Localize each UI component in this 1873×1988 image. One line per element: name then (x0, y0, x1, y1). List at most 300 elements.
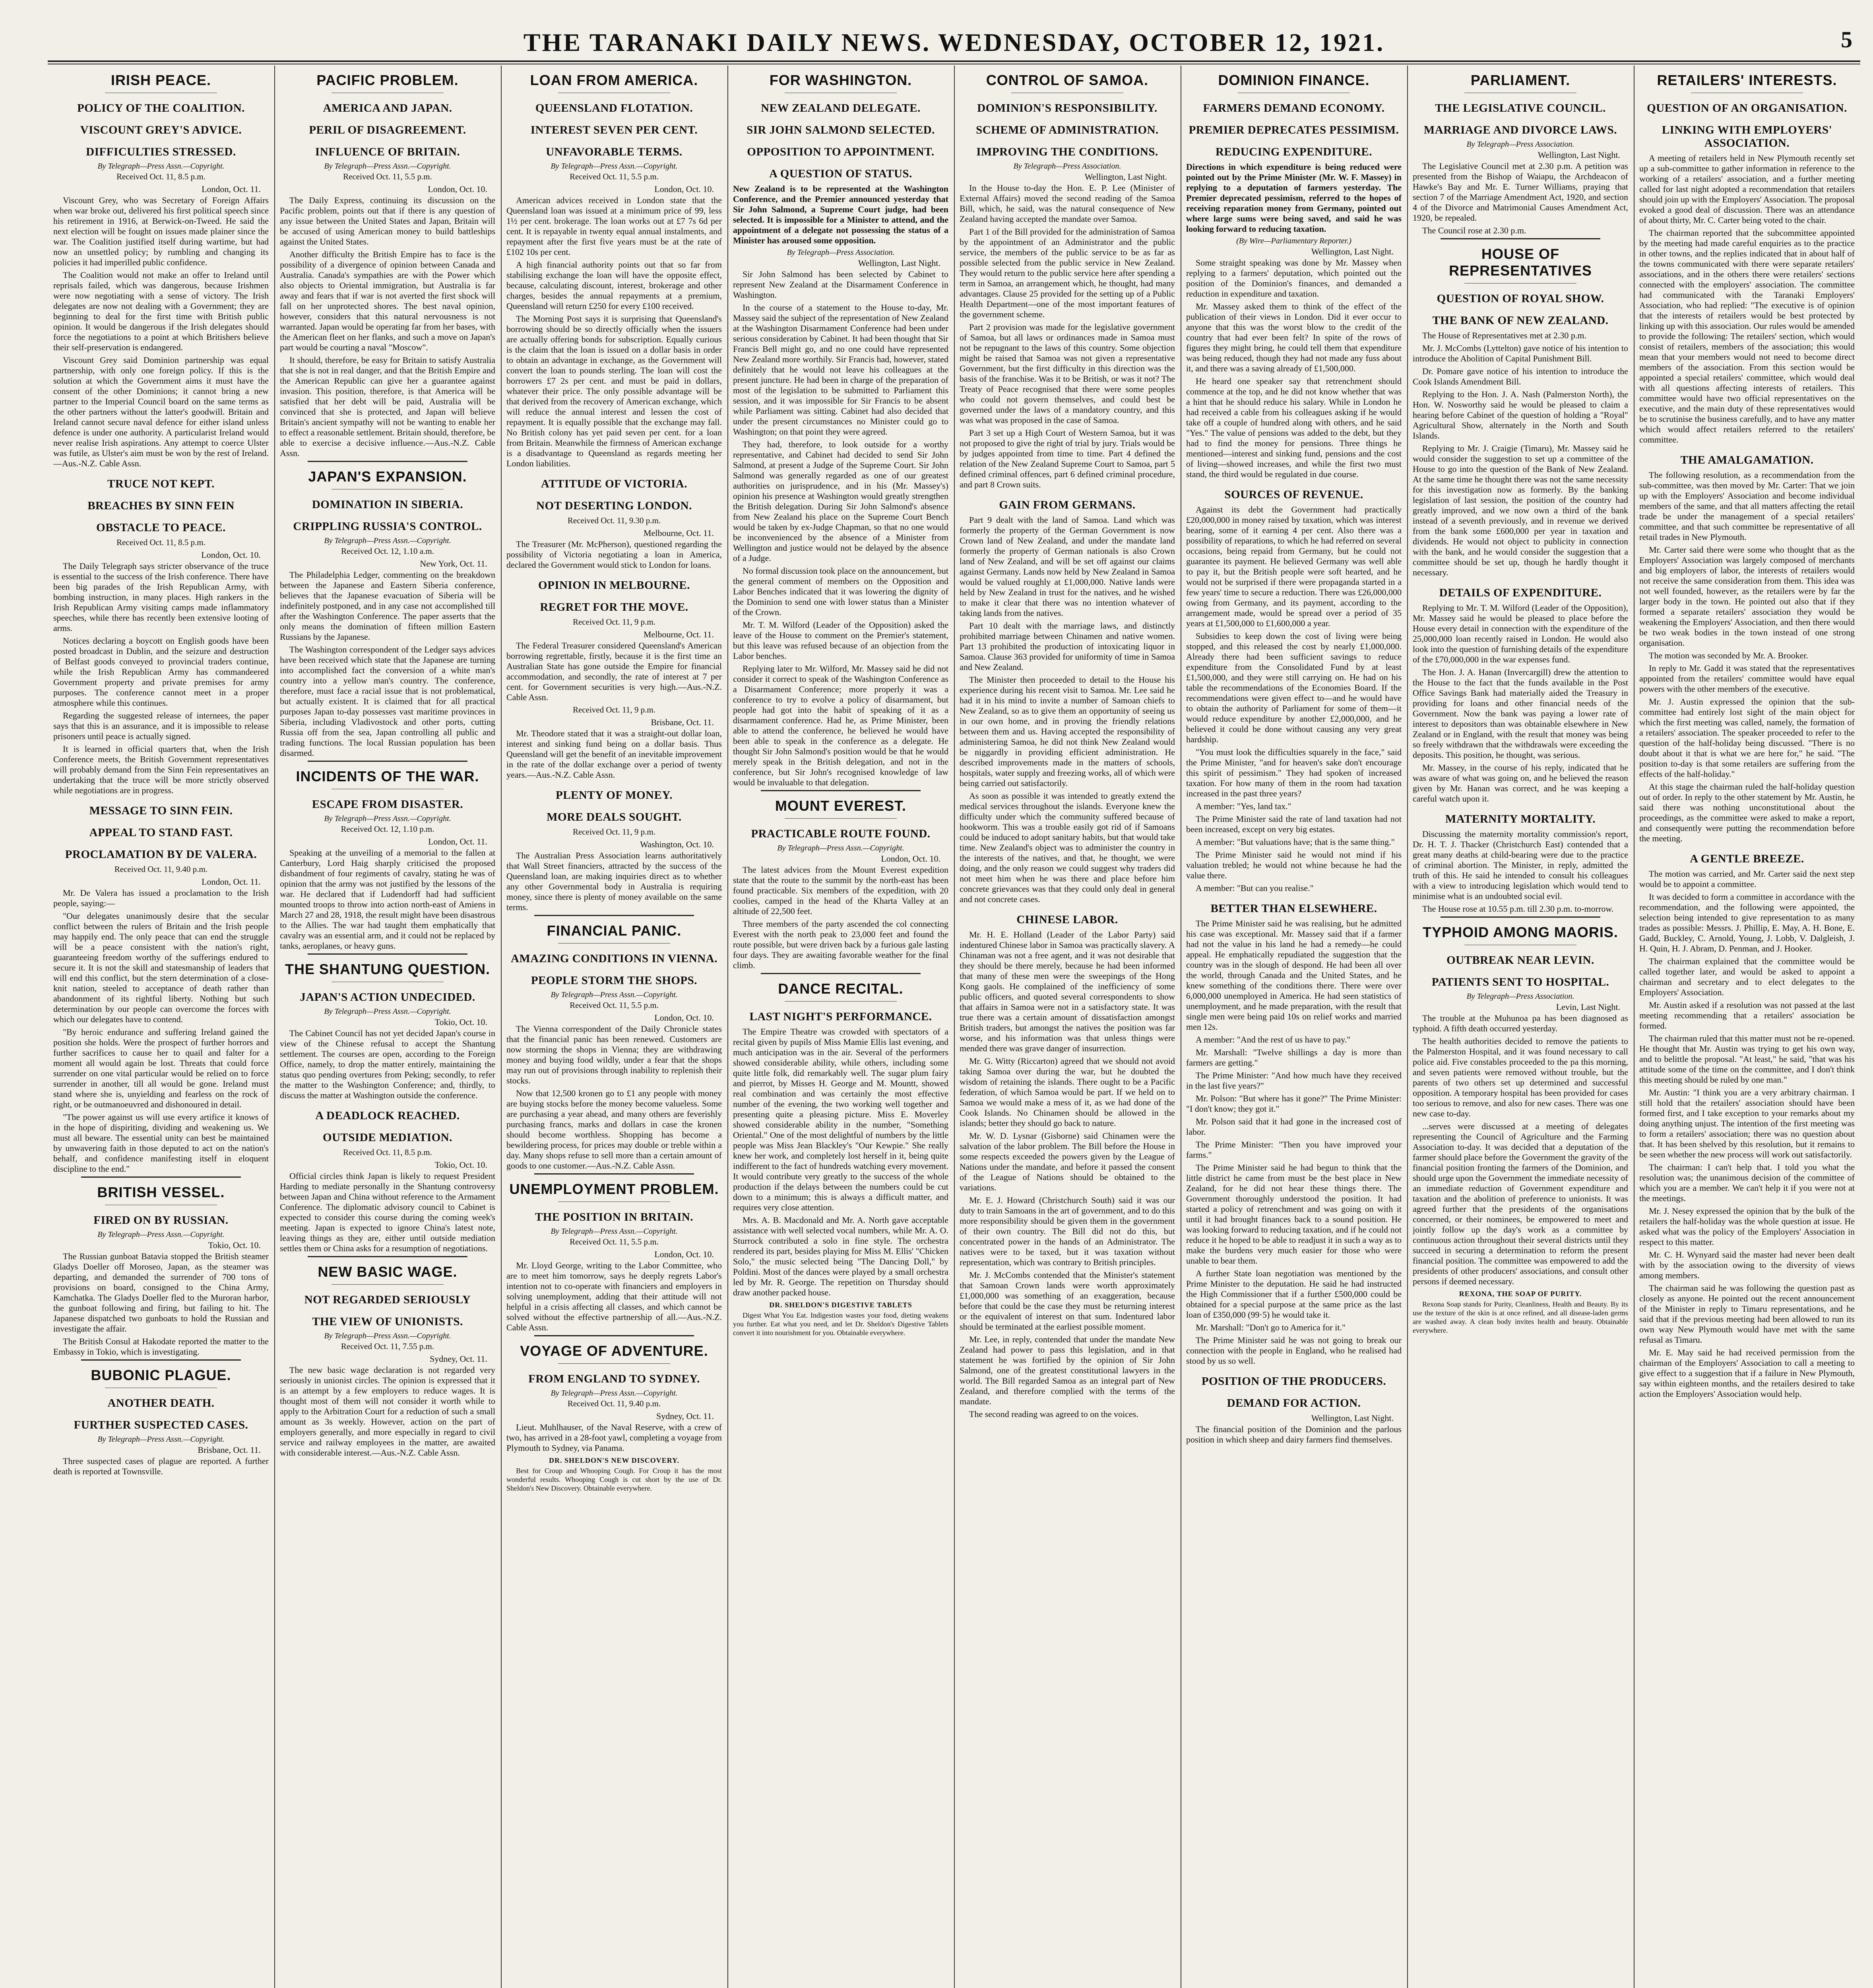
article-paragraph: Mr. Marshall: "Don't go to America for it." (1196, 1322, 1346, 1332)
article-subhead: INFLUENCE OF BRITAIN. (315, 146, 460, 158)
article-paragraph: Lieut. Muhlhauser, of the Naval Reserve, with a crew of two, has arrived in a 28-foot yawl, completing a voyage from Plymouth to Sydney, via Panama. (506, 1422, 722, 1453)
article-subhead: SIR JOHN SALMOND SELECTED. (746, 124, 935, 136)
article-subhead: ESCAPE FROM DISASTER. (312, 798, 463, 811)
received-time: Received Oct. 11, 9.40 p.m. (567, 1399, 661, 1408)
article-subhead: POLICY OF THE COALITION. (77, 102, 245, 115)
article-paragraph: Mr. E. J. Howard (Christchurch South) said it was our duty to train Samoans in the art of government, and to do this more responsibility should be given them in the government of their own country. The Bill did not do this, but concentrated power in the hands of an Administrator. The natives were to be taxed, but it was taxation without representation, which was contrary to British principles. (960, 1195, 1175, 1267)
article-headline: DANCE RECITAL. (778, 980, 904, 997)
received-time: Received Oct. 11, 5.5 p.m. (343, 172, 432, 181)
received-time: Received Oct. 11, 7.55 p.m. (341, 1342, 434, 1351)
article-subhead: FURTHER SUSPECTED CASES. (74, 1419, 248, 1431)
article-paragraph: Discussing the maternity mortality commission's report, Dr. H. T. J. Thacker (Christchurch East) contended that a great many deaths at child-bearing were due to the practice of criminal abortion. The Minister, in reply, admitted the truth of this. He said he intended to consult his colleagues with a view to introducing legislation which would tend to minimise what is an undoubted social evil. (1413, 829, 1628, 901)
column-rule (1407, 66, 1408, 1988)
article-paragraph: A member: "And the rest of us have to pay." (1196, 1035, 1351, 1044)
dateline: London, Oct. 10. (654, 1249, 714, 1259)
article-paragraph: Mr. J. McCombs contended that the Minister's statement that Samoan Crown lands were worth approximately £1,000,000 was something of an exaggeration, because before that could be the case they must be returning interest or the equivalent of interest on that sum. Indentured labor should be terminated at the earliest possible moment. (960, 1270, 1175, 1332)
article-paragraph: Mr. T. M. Wilford (Leader of the Opposition) asked the leave of the House to comment on the Premier's statement, but this leave was refused because of an objection from the Labor benches. (733, 620, 948, 661)
article-subhead: PEOPLE STORM THE SHOPS. (531, 974, 698, 987)
article-paragraph: A member: "But valuations have; that is the same thing." (1196, 837, 1395, 847)
article-paragraph: The chairman reported that the subcommittee appointed by the meeting had made careful enquiries as to the practice in other towns, and the replies indicated that in about half of the towns communicated with there were separate retailers' associations, and in the others there were retailers' sections connected with the employers' association. The committee had communicated with the Taranaki Employers' Association, who had replied: "The executive is of opinion that the interests of retailers would be best protected by linking up with this association. Our rules would be amended to provide the following: The retailers' section, which would consist of retailers, members of the association; this would mean that your members would not need to become direct members of the association. From this section would be appointed a special retailers' committee, which would deal with all questions affecting interests of retailers. This committee would have two official representatives on the executive, and the main duty of these representatives would be to scrutinise the business carefully, and to have any matter which would affect retailers referred to the retailers' committee. (1639, 228, 1855, 445)
telegraph-credit: By Telegraph—Press Assn.—Copyright. (551, 162, 678, 171)
article-subhead: NEW ZEALAND DELEGATE. (761, 102, 921, 115)
article-paragraph: The House rose at 10.55 p.m. till 2.30 p.m. to-morrow. (1422, 904, 1614, 914)
article-paragraph: Mr. G. Witty (Riccarton) agreed that we should not avoid taking Samoa over during the war, but he doubted the wisdom of retaining the islands. There ought to be a Pacific federation, of which Samoa would be part. If we held on to Samoa we would make a mess of it, as we had done of the Cook Islands. No Chinamen should be allowed in the islands; better they should go back to nature. (960, 1056, 1175, 1128)
article-subhead: THE LEGISLATIVE COUNCIL. (1435, 102, 1606, 115)
article-subhead: DETAILS OF EXPENDITURE. (1439, 586, 1602, 599)
article-paragraph: Mr. Polson said that it had gone in the increased cost of labor. (1186, 1116, 1402, 1137)
article-paragraph: The Prime Minister said he was realising, but he admitted his case was exceptional. Mr. Massey said that if a farmer had not the value in his land he had a remedy—he could appeal. He emphatically repudiated the suggestion that the country was in the slough of despond. He had been all over the world, through Canada and the United States, and he knew something of the conditions there. There were over 6,000,000 unemployed in America. He had seen statistics of unemployment, and he made preparation, with the result that single men were being paid 10s on relief works and married men 12s. (1186, 918, 1402, 1032)
telegraph-credit: By Telegraph—Press Assn.—Copyright. (324, 162, 451, 171)
article-paragraph: The financial position of the Dominion and the parlous position in which sheep and dairy farmers find themselves. (1186, 1424, 1402, 1444)
article-paragraph: The Federal Treasurer considered Queensland's American borrowing regrettable, firstly, because it is the first time an Australian State has gone outside the Empire for financial accommodation, and secondly, the rate of interest at 7 per cent. for Government securities is very high.—Aus.-N.Z. Cable Assn. (506, 641, 722, 702)
article-subhead: SCHEME OF ADMINISTRATION. (976, 124, 1159, 136)
article-paragraph: The Prime Minister said the rate of land taxation had not been increased, except on very big estates. (1186, 814, 1402, 834)
article-paragraph: Another difficulty the British Empire has to face is the possibility of a divergence of opinion between Canada and Australia. Canada's sympathies are with the Power which also objects to Oriental immigration, but Australia is far away and fears that if war is not averted the first shock will fall on her unprotected shores. The best naval opinion, however, considers that this natural nervousness is not warranted. Japan would be operating far from her bases, with the American fleet on her flanks, and such a move on Japan's part would be courting a naval "Moscow". (280, 249, 495, 352)
article-paragraph: The motion was carried, and Mr. Carter said the next step would be to appoint a committee. (1639, 869, 1855, 889)
news-column (1186, 66, 1402, 1988)
article-subhead: THE BANK OF NEW ZEALAND. (1432, 314, 1609, 327)
telegraph-credit: By Telegraph—Press Association. (787, 248, 895, 257)
news-column (1413, 66, 1628, 1988)
article-subhead: QUESTION OF AN ORGANISATION. (1647, 102, 1847, 115)
article-headline: NEW BASIC WAGE. (318, 1264, 458, 1280)
article-subhead: A QUESTION OF STATUS. (769, 167, 912, 180)
article-paragraph: In the House to-day the Hon. E. P. Lee (Minister of External Affairs) moved the second reading of the Samoa Bill, which, he said, was the natural consequence of New Zealand having accepted the mandate over Samoa. (960, 183, 1175, 224)
dateline: London, Oct. 10. (654, 184, 714, 194)
article-summary: Directions in which expenditure is being reduced were pointed out by the Prime Minister (Mr. W. F. Massey) in replying to a deputation of farmers yesterday. The Premier deprecated pessimism, referred to the hopes of receiving reparation money from Germany, pointed out where large sums were being saved, and said he was looking forward to reducing taxation. (1186, 162, 1402, 234)
headline-underline (558, 943, 670, 944)
article-subhead: AMAZING CONDITIONS IN VIENNA. (511, 952, 717, 965)
article-headline: MOUNT EVEREST. (775, 798, 907, 814)
article-headline: CONTROL OF SAMOA. (986, 72, 1149, 88)
article-paragraph: Mr. Lee, in reply, contended that under the mandate New Zealand had power to pass this legislation, and in that statement he was fortified by the opinion of Sir John Salmond, one of the greatest constitutional lawyers in the world. The Bill regarded Samoa as an integral part of New Zealand, and therefore complied with the terms of the mandate. (960, 1334, 1175, 1406)
article-subhead: LINKING WITH EMPLOYERS' ASSOCIATION. (1662, 124, 1832, 149)
received-time: Received Oct. 11, 5.5 p.m. (570, 1000, 659, 1010)
article-subhead: MORE DEALS SOUGHT. (547, 811, 682, 823)
article-subhead: MESSAGE TO SINN FEIN. (89, 804, 233, 817)
article-subhead: QUEENSLAND FLOTATION. (535, 102, 693, 115)
article-subhead: REGRET FOR THE MOVE. (540, 601, 688, 613)
article-subhead: TRUCE NOT KEPT. (107, 478, 215, 490)
advert-title: DR. SHELDON'S DIGESTIVE TABLETS (769, 1301, 912, 1309)
article-headline: BUBONIC PLAGUE. (91, 1367, 231, 1383)
article-paragraph: It should, therefore, be easy for Britain to satisfy Australia that she is not in real danger, and that the British Empire and the American Republic can give her a guarantee against invasion. This position, therefore, is that America will be satisfied that her debt will be paid, Australia will be convinced that she is protected, and Japan will believe Britain's ancient sympathy will not be wanting to enable her to effect a reasonable settlement. Britain should, therefore, be able to exercise a decisive influence.—Aus.-N.Z. Cable Assn. (280, 355, 495, 458)
article-paragraph: Mr. J. Austin expressed the opinion that the sub-committee had entirely lost sight of the main object for which the first meeting was called, namely, the formation of a retailers' association. The speaker proceeded to refer to the question of the half-holiday being discussed. "There is no doubt about it that is what we are here for," he said. "The position to-day is that some retailers are suffering from the effects of the half-holiday." (1639, 697, 1855, 779)
article-paragraph: American advices received in London state that the Queensland loan was issued at a minimum price of 99, less 1½ per cent. brokerage. The loan works out at £7 7s 6d per cent. It is repayable in twenty equal annual instalments, and repayment after the first five years must be at the rate of £102 10s per cent. (506, 195, 722, 257)
section-rule (1441, 916, 1600, 918)
section-rule (534, 1335, 694, 1336)
article-paragraph: Replying to the Hon. J. A. Nash (Palmerston North), the Hon. W. Nosworthy said he would be pleased to claim a hearing before Cabinet of the question of holding a "Royal" Agricultural Show, alternately in the North and South Islands. (1413, 389, 1628, 441)
advert-text: Best for Croup and Whooping Cough. For Croup it has the most wonderful results. Whooping Cough is cut short by the use of Dr. Sheldon's New Discovery. Obtainable everywhere. (506, 1467, 722, 1492)
article-paragraph: The chairman said he was following the question past as closely as anyone. He pointed out the recent announcement of the Minister in reply to Timaru representations, and he said that if the previous meeting had been allowed to run its own way New Plymouth would have met with the same refusal as Timaru. (1639, 1283, 1855, 1345)
article-subhead: NOT DESERTING LONDON. (536, 499, 692, 512)
article-paragraph: The second reading was agreed to on the voices. (969, 1409, 1138, 1419)
article-paragraph: The Daily Telegraph says stricter observance of the truce is essential to the success of the Irish conference. There have been big parades of the Irish Republican Army, with bombing instruction, in many places. High rankers in the Irish Republican Army visiting camps made inflammatory speeches, while there has recently been extensive looting of arms. (53, 561, 269, 633)
section-rule (534, 1173, 694, 1175)
article-paragraph: Official circles think Japan is likely to request President Harding to mediate personally in the Shantung controversy between Japan and China without reference to the Armament Conference. The diplomatic advisory council to Cabinet is expected to consider this course during the coming week's meeting. Japan is expected to ignore China's latest note, leaving things as they are, either until outside mediation settles them or China asks for a resumption of negotiations. (280, 1171, 495, 1253)
article-paragraph: The Hon. J. A. Hanan (Invercargill) drew the attention to the House to the fact that the funds available in the Post Office Savings Bank had materially aided the Treasury in providing for loans and other financial needs of the Government. Now the bank was paying a lower rate of interest to depositors than was obtainable elsewhere in New Zealand or in England, with the result that money was being so freely withdrawn that the withdrawals were exceeding the deposits. This position, he thought, was serious. (1413, 667, 1628, 760)
article-subhead: ATTITUDE OF VICTORIA. (541, 478, 687, 490)
section-rule (308, 761, 467, 762)
section-rule (308, 953, 467, 955)
article-paragraph: Three suspected cases of plague are reported. A further death is reported at Townsville. (53, 1456, 269, 1476)
masthead-title: THE TARANAKI DAILY NEWS. WEDNESDAY, OCTOBER 12, 1921. (523, 28, 1385, 56)
article-subhead: BETTER THAN ELSEWHERE. (1210, 902, 1377, 915)
article-paragraph: ...serves were discussed at a meeting of delegates representing the Council of Agriculture and the Farming Association to-day. It was decided that a deputation of the farmer should place before the Government the gravity of the financial position fronting the farmers of the Dominion, and should urge upon the Government the immediate necessity of an immediate reduction of Government expenditure and taxation and the abolition of preference to unionists. It was agreed further that the presidents of the organisations concerned, or their nominees, be empowered to meet and jointly follow up the day's work as a committee by continuous action throughout their several districts until they succeed in securing a determination to reform the present financial position. The committee was empowered to add the presidents of other producers' associations, and consult other persons if deemed necessary. (1413, 1121, 1628, 1286)
article-headline: IRISH PEACE. (111, 72, 211, 88)
dateline: Sydney, Oct. 11. (656, 1411, 714, 1421)
section-rule (81, 1176, 241, 1178)
article-paragraph: The Empire Theatre was crowded with spectators of a recital given by pupils of Miss Mamie Ellis last evening, and much anticipation was in the air. Several of the performers showed considerable ability, while others, including some quite little folk, did remarkably well. The sugar plum fairy and pierrot, by Misses H. George and M. Mountt, showed real combination and was certainly the most effective number of the evening, the two working well together and presenting quite a pleasing picture. Miss E. Moverley showed considerable ability in the number, "Something Oriental." One of the most delightful of numbers by the little people was Miss Jean Blackley's "Our Kewpie." She really knew her work, and completely lost herself in it, being quite indifferent to the fact of hundreds watching every movement. It would contribute very greatly to the success of the whole production if the delays between the numbers could be cut down to a minimum; this is always a difficult matter, and requires very close attention. (733, 1027, 948, 1212)
news-column (960, 66, 1175, 1988)
article-subhead: PROCLAMATION BY DE VALERA. (65, 848, 257, 861)
article-paragraph: Part 2 provision was made for the legislative government of Samoa, but all laws or ordinances made in Samoa must not be repugnant to the laws of this country. Some objection might be raised that Samoa was not given a representative Government, but the first difficulty in this direction was the basis of the franchise. Was it to be British, or was it not? The Treaty of Peace recognised that there were some peoples who could not govern themselves, and could best be governed under the laws of a mandatory country, and this was what was proposed in the case of Samoa. (960, 322, 1175, 425)
article-headline: PACIFIC PROBLEM. (316, 72, 459, 88)
received-time: Received Oct. 11, 9.40 p.m. (114, 864, 208, 874)
article-subhead: DEMAND FOR ACTION. (1227, 1397, 1361, 1409)
article-headline: JAPAN'S EXPANSION. (308, 468, 467, 485)
article-subhead: OUTSIDE MEDIATION. (323, 1131, 452, 1144)
article-paragraph: Mr. Austin asked if a resolution was not passed at the last meeting recommending that a retailers' association be formed. (1639, 1000, 1855, 1031)
article-subhead: A GENTLE BREEZE. (1690, 852, 1804, 865)
article-paragraph: Speaking at the unveiling of a memorial to the fallen at Canterbury, Lord Haig sharply criticised the proposed disbandment of four regiments of cavalry, stating he was of opinion that the army was not justified by the lessons of the war. He declared that if Ludendorff had had sufficient mounted troops to throw into action north-east of Amiens in March 27 and 28, 1918, the result might have been disastrous to the Allies. The war had taught them emphatically that cavalry was an essential arm, and it could not be replaced by tanks, aeroplanes, or heavy guns. (280, 848, 495, 951)
article-paragraph: The Washington correspondent of the Ledger says advices have been received which state that the Japanese are turning into accomplished fact the conversion of a white man's country into a yellow man's country. The conference, therefore, must face a racial issue that is not problematical, but actually existent. It is claimed that for all practical purposes Japan to-day possesses vast maritime provinces in Siberia, including Vladivostock and other ports, cutting Russia off from the sea, Japan controlling all public and trading functions. The local Russian population has been disarmed. (280, 645, 495, 758)
article-paragraph: The House of Representatives met at 2.30 p.m. (1422, 330, 1587, 340)
advert-title: DR. SHELDON'S NEW DISCOVERY. (549, 1456, 679, 1464)
article-paragraph: The Cabinet Council has not yet decided Japan's course in view of the Chinese refusal to accept the Shantung settlement. The courses are open, according to the Foreign Office, namely, to drop the matter entirely, maintaining the status quo pending overtures from Peking; secondly, to refer the matter to the Washington Conference; and, thirdly, to discuss the matter at Washington outside the conference. (280, 1028, 495, 1100)
dateline: Wellington, Last Night. (1311, 247, 1394, 256)
news-column (280, 66, 495, 1988)
column-rule (954, 66, 955, 1988)
telegraph-credit: By Telegraph—Press Assn.—Copyright. (777, 844, 904, 852)
article-paragraph: The Treasurer (Mr. McPherson), questioned regarding the possibility of Victoria negotiating a loan in America, declared the Government would stick to London for loans. (506, 539, 722, 570)
article-subhead: INTEREST SEVEN PER CENT. (530, 124, 698, 136)
telegraph-credit: By Telegraph—Press Assn.—Copyright. (324, 1332, 451, 1340)
article-subhead: CRIPPLING RUSSIA'S CONTROL. (293, 520, 482, 533)
headline-underline (785, 818, 897, 819)
article-headline: LOAN FROM AMERICA. (530, 72, 698, 88)
dateline: Tokio, Oct. 10. (208, 1240, 261, 1250)
article-subhead: LAST NIGHT'S PERFORMANCE. (749, 1010, 932, 1023)
headline-underline (558, 1363, 670, 1364)
news-column (1639, 66, 1855, 1988)
article-headline: PARLIAMENT. (1470, 72, 1571, 88)
article-paragraph: Some straight speaking was done by Mr. Massey when replying to a farmers' deputation, which pointed out the position of the Dominion's finances, and demanded a reduction in expenditure and taxation. (1186, 258, 1402, 299)
article-subhead: REDUCING EXPENDITURE. (1216, 146, 1372, 158)
section-rule (308, 1256, 467, 1257)
article-subhead: PREMIER DEPRECATES PESSIMISM. (1189, 124, 1399, 136)
article-paragraph: The Coalition would not make an offer to Ireland until reprisals failed, which was dangerous, because Irishmen were now negotiating with a sense of victory. The Irish delegates are now not dealing with a Government; they are beginning to deal for the first time with British public opinion. It would be dangerous if the Irish delegates should force the negotiations to a point at which Britishers believe their self-preservation is endangered. (53, 270, 269, 352)
article-subhead: PERIL OF DISAGREEMENT. (309, 124, 466, 136)
article-subhead: OPINION IN MELBOURNE. (538, 579, 690, 592)
article-headline: BRITISH VESSEL. (97, 1184, 225, 1200)
article-paragraph: "By heroic endurance and suffering Ireland gained the position she holds. Were the prospect of further horrors and further sacrifices to cause her to quail and falter for a moment all would again be lost. Threats that could force surrender on one vital particular would be relied on to force surrender in another, till all would be gone. Ireland must stand where she is, unyielding and fearless on the rock of right, or be outmanoeuvred and dishonoured in detail. (53, 1027, 269, 1109)
article-paragraph: Notices declaring a boycott on English goods have been posted broadcast in Dublin, and the seizure and destruction of Belfast goods conveyed to provincial traders continue, while the Irish Republican Army has commandeered Government property and private premises for army purposes. The conference cannot meet in a proper atmosphere while this continues. (53, 636, 269, 708)
article-paragraph: Mr. Carter said there were some who thought that as the Employers' Association was largely composed of merchants and big employers of labor, the interests of retailers would not receive the same consideration from them. This idea was not well founded, however, as the retailers were by far the larger body in the town. He pointed out also that if they formed a separate retailers' association they would be weakening the Employers' Association, and then there would be two weak bodies in the town instead of one strong organisation. (1639, 545, 1855, 648)
article-paragraph: The Minister then proceeded to detail to the House his experience during his recent visit to Samoa. Mr. Lee said he had it in his mind to invite a number of Samoan chiefs to New Zealand, so as to give them an opportunity of seeing us in our own home, and in proving the friendly relations between them and us. Having accepted the responsibility of administering Samoa, he did not think New Zealand would be niggardly in providing efficient administration. He described improvements made in the matters of schools, hospitals, water supply and freezing works, all of which were being carried out satisfactorily. (960, 675, 1175, 788)
article-headline: VOYAGE OF ADVENTURE. (520, 1343, 708, 1359)
article-subhead: CHINESE LABOR. (1016, 913, 1118, 926)
article-paragraph: Regarding the suggested release of internees, the paper says that this is an assurance, and it is impossible to release prisoners until peace is actually signed. (53, 711, 269, 741)
dateline: Tokio, Oct. 10. (434, 1017, 487, 1027)
article-paragraph: Mrs. A. B. Macdonald and Mr. A. North gave acceptable assistance with well selected vocal numbers, while Mr. A. O. Sturrock contributed a solo in fine style. The orchestra rendered its part, besides playing for Miss M. Ellis' "Chicken Solo," the music selected being "The Dancing Doll," by Poldini. Most of the dances were played by a small orchestra led by Mr. R. George. The repetition on Thursday should draw another packed house. (733, 1215, 948, 1297)
masthead (48, 24, 1860, 60)
column-rule (501, 66, 502, 1988)
article-subhead: A DEADLOCK REACHED. (315, 1109, 460, 1122)
article-subhead: DOMINION'S RESPONSIBILITY. (977, 102, 1158, 115)
received-time: Received Oct. 11, 9 p.m. (572, 827, 655, 837)
telegraph-credit: By Telegraph—Press Association. (1466, 992, 1574, 1001)
telegraph-credit: By Telegraph—Press Assn.—Copyright. (324, 814, 451, 823)
article-paragraph: The Council rose at 2.30 p.m. (1422, 225, 1526, 235)
article-subhead: GAIN FROM GERMANS. (999, 499, 1136, 511)
article-headline: INCIDENTS OF THE WAR. (296, 768, 479, 784)
article-paragraph: "The power against us will use every artifice it knows of in the hope of dispiriting, dividing and weakening us. We must all beware. The essential unity can best be maintained by unwavering faith in those deputed to act on the nation's behalf, and confidence manifesting itself in eloquent discipline to the end." (53, 1112, 269, 1174)
dateline: New York, Oct. 11. (420, 559, 487, 569)
dateline: Wellington, Last Night. (1538, 150, 1620, 160)
headline-underline (332, 1284, 444, 1285)
article-paragraph: It was decided to form a committee in accordance with the recommendation, and the following were appointed, the selection being intended to give representation to as many trades as possible: Messrs. J. Phillip, E. May, A. H. Bone, E. Gadd, Buckley, C. Arnold, Young, J. Lobb, V. Dalgleish, J. H. Quin, H. J. Abram, D. Penman, and J. Hooker. (1639, 892, 1855, 953)
telegraph-credit: By Telegraph—Press Assn.—Copyright. (324, 536, 451, 545)
article-subhead: DOMINATION IN SIBERIA. (312, 498, 463, 511)
article-subhead: OBSTACLE TO PEACE. (96, 521, 226, 534)
article-paragraph: The Australian Press Association learns authoritatively that Wall Street financiers, attracted by the success of the Queensland loan, are making inquiries direct as to whether any other Governmental body in Australia is requiring money, since there is plenty of money available on the same terms. (506, 850, 722, 912)
article-paragraph: Viscount Grey, who was Secretary of Foreign Affairs when war broke out, delivered his first political speech since his retirement in 1916, at Berwick-on-Tweed. He said the next election will be fought on issues made plainer since the war. The Coalition justified itself during wartime, but had now an unsettled policy; by rumbling and changing its policies it had imperilled public confidence. (53, 195, 269, 267)
article-subhead: MATERNITY MORTALITY. (1445, 813, 1596, 825)
telegraph-credit: By Telegraph—Press Assn.—Copyright. (551, 1227, 678, 1236)
article-subhead: FROM ENGLAND TO SYDNEY. (528, 1373, 700, 1385)
article-headline: TYPHOID AMONG MAORIS. (1423, 924, 1618, 940)
article-paragraph: Mr. Massey asked them to think of the effect of the publication of their views in London. Did it ever occur to anyone that this was the worst blow to the credit of the country that had ever been felt? In spite of the rows of figures they might bring, he could tell them that expenditure was being reduced, though they had not made any fuss about it, and there was a saving already of £1,500,000. (1186, 301, 1402, 373)
column-rule (274, 66, 275, 1988)
dateline: Brisbane, Oct. 11. (651, 717, 714, 727)
article-subhead: VISCOUNT GREY'S ADVICE. (80, 124, 242, 136)
telegraph-credit: By Telegraph—Press Association. (1466, 140, 1574, 149)
article-paragraph: The Prime Minister said he had begun to think that the little district he came from must be the best place in New Zealand, for he did not hear these things there. The Government thoroughly understood the position. It had started a policy of retrenchment and was going on with it until it had brought finances back to a sound position. He was looking forward to reducing taxation, and if he could not reduce it he hoped to be able to readjust it in such a way as to make the burdens very much easier for those who were unable to bear them. (1186, 1163, 1402, 1266)
received-time: Received Oct. 11, 9 p.m. (572, 617, 655, 627)
article-subhead: JAPAN'S ACTION UNDECIDED. (300, 991, 475, 1004)
received-time: Received Oct. 11, 9.30 p.m. (567, 516, 661, 525)
article-paragraph: Replying to Mr. T. M. Wilford (Leader of the Opposition), Mr. Massey said he would be pleased to place before the House every detail in connection with the expenditure of the 25,000,000 loan recently raised in London. He would also look into the question of furnishing details of the expenditure of the £70,000,000 in the war expenses fund. (1413, 603, 1628, 664)
article-paragraph: The chairman ruled that this matter must not be re-opened. He thought that Mr. Austin was trying to get his own way, and to belittle the proposal. "At least," he said, "that was his attitude some of the time on the committee, and I don't think this meeting should be ruled by one man." (1639, 1033, 1855, 1085)
article-paragraph: "Our delegates unanimously desire that the secular conflict between the rulers of Britain and the Irish people may happily end. The only peace that can end the struggle will be a peace consistent with the nation's right, guaranteeing freedom worthy of the sufferings endured to secure it. It is not the skill and statesmanship of leaders that will end this conflict, but the stern determination of a close-knit nation, steeled to acceptance of death rather than abandonment of its rightful liberty. Nothing but such determination by our people can overcome the forces with which our delegates have to contend. (53, 911, 269, 1024)
article-paragraph: The new basic wage declaration is not regarded very seriously in unionist circles. The opinion is expressed that it is an attempt by a few employers to reduce wages. It is thought most of them will not consider it worth while to apply to the Arbitration Court for a reduction of such a small amount as 3s weekly. However, action on the part of employers generally, and more especially in regard to civil service and railway employees in the matter, are awaited with considerable interest.—Aus.-N.Z. Cable Assn. (280, 1365, 495, 1458)
article-paragraph: Replying later to Mr. Wilford, Mr. Massey said he did not consider it correct to speak of the Washington Conference as a Disarmament Conference; more properly it was a conference to try to evolve a policy of disarmament, but people had got into the habit of speaking of it as a disarmament conference. Had he, as Prime Minister, been able to attend the conference, he believed he would have been able to speak in the conference as a delegate. He thought Sir John Salmond's position would be that he would merely speak in the British delegation, and not in the conference, but Sir John's recognised knowledge of law would be invaluable to that delegation. (733, 664, 948, 787)
advert-title: REXONA, THE SOAP OF PURITY. (1459, 1290, 1582, 1298)
news-column (506, 66, 722, 1988)
telegraph-credit: By Telegraph—Press Assn.—Copyright. (97, 1230, 225, 1239)
article-subhead: BREACHES BY SINN FEIN (87, 499, 235, 512)
article-subhead: THE POSITION IN BRITAIN. (535, 1211, 694, 1223)
received-time: Received Oct. 11, 9 p.m. (572, 705, 655, 714)
article-paragraph: Dr. Pomare gave notice of his intention to introduce the Cook Islands Amendment Bill. (1413, 366, 1628, 386)
article-paragraph: A further State loan negotiation was mentioned by the Prime Minister to the deputation. He said he had instructed the High Commissioner that if a further £500,000 could be obtained for a special purpose at the same price as the last loan of £350,000 (99·5) he would take it. (1186, 1268, 1402, 1320)
article-paragraph: Mr. E. May said he had received permission from the chairman of the Employers' Association to call a meeting to give effect to a suggestion that if a failure in New Plymouth, say within eighteen months, and the retailers desired to take action the Employers' Association would help. (1639, 1347, 1855, 1399)
article-paragraph: In reply to Mr. Gadd it was stated that the representatives appointed from the retailers' committee would have equal powers with the other members of the executive. (1639, 663, 1855, 694)
article-paragraph: Mr. J. McCombs (Lyttelton) gave notice of his intention to introduce the Abolition of Capital Punishment Bill. (1413, 343, 1628, 363)
article-subhead: FARMERS DEMAND ECONOMY. (1203, 102, 1385, 115)
article-paragraph: The Prime Minister: "And how much have they received in the last five years?" (1186, 1070, 1402, 1091)
article-paragraph: Mr. Marshall: "Twelve shillings a day is more than farmers are getting." (1186, 1047, 1402, 1068)
section-rule (308, 461, 467, 462)
article-subhead: IMPROVING THE CONDITIONS. (976, 146, 1158, 158)
article-subhead: MARRIAGE AND DIVORCE LAWS. (1423, 124, 1617, 136)
article-paragraph: "You must look the difficulties squarely in the face," said the Prime Minister, "and for heaven's sake don't encourage this spirit of pessimism." They had spoken of increased taxation. For how many of them in the room had taxation increased in the past three years? (1186, 747, 1402, 798)
article-paragraph: Part 9 dealt with the land of Samoa. Land which was formerly the property of the German Government is now Crown land of New Zealand, and under the mandate land formerly the property of German nationals is also Crown land of New Zealand, and will be set off against our claims against Germany. Lands now held by New Zealand in Samoa would be valued roughly at £1,000,000. Native lands were held by New Zealand in trust for the natives, and he wished to make it clear that there was no intention whatever of taking lands from the natives. (960, 515, 1175, 618)
received-time: Received Oct. 11, 5.5 p.m. (570, 172, 659, 181)
dateline: Brisbane, Oct. 11. (198, 1445, 261, 1455)
article-subhead: OUTBREAK NEAR LEVIN. (1446, 954, 1594, 967)
article-paragraph: No formal discussion took place on the announcement, but the general comment of members on the Opposition and Labor Benches indicated that it was lowering the dignity of the Dominion to send one with lower status than a Minister of the Crown. (733, 566, 948, 617)
article-headline: FINANCIAL PANIC. (547, 922, 682, 939)
article-paragraph: The motion was seconded by Mr. A. Brooker. (1649, 650, 1808, 660)
article-paragraph: The Prime Minister said he was not going to break our connection with the people in England, who he realised had stood by us so well. (1186, 1335, 1402, 1366)
section-rule (761, 973, 921, 974)
article-headline: THE SHANTUNG QUESTION. (285, 961, 490, 977)
advert-text: Digest What You Eat. Indigestion wastes your food, dieting weakens you further. Eat what you need, and let Dr. Sheldon's Digestive Tablets convert it into nourishment for you. Obtainable everywhere. (733, 1311, 948, 1337)
article-paragraph: He heard one speaker say that retrenchment should commence at the top, and he did not know whether that was a hint that he should reduce his salary. While in London he had received a cable from his colleagues asking if he would take off a couple of hundred along with others, and he said "Yes." The value of pensions was added to the debt, but they had to find the money for pensions. Three things he mentioned—interest and sinking fund, pensions and the cost of living—showed increases, and while the first two must stand, the third would be regulated in due course. (1186, 376, 1402, 479)
dateline: London, Oct. 11. (428, 837, 487, 846)
article-paragraph: Mr. W. D. Lysnar (Gisborne) said Chinamen were the salvation of the labor problem. The Bill before the House in some respects exceeded the powers given by the League of Nations under the mandate, and before it passed the consent of the League of Nations should be obtained to the variations. (960, 1131, 1175, 1192)
article-headline: RETAILERS' INTERESTS. (1657, 72, 1837, 88)
dateline: London, Oct. 11. (202, 877, 261, 887)
article-paragraph: Mr. H. E. Holland (Leader of the Labor Party) said indentured Chinese labor in Samoa was practically slavery. A Chinaman was not a free agent, and it was not desirable that they should be there merely, because he had been informed that many of these men were the sweepings of the Hong Kong gaols. He complained of the inefficiency of some public officers, and quoted several correspondents to show that affairs in Samoa were not in a satisfactory state. It was true there was a certain amount of dissatisfaction amongst British traders, but amongst the natives the position was far worse, and his information was that unless things were mended there was grave danger of insurrection. (960, 930, 1175, 1053)
article-paragraph: The trouble at the Muhunoa pa has been diagnosed as typhoid. A fifth death occurred yesterday. (1413, 1013, 1628, 1033)
dateline: Sydney, Oct. 11. (429, 1354, 487, 1364)
telegraph-credit: By Telegraph—Press Assn.—Copyright. (97, 162, 225, 171)
article-headline: DOMINION FINANCE. (1218, 72, 1370, 88)
article-summary: New Zealand is to be represented at the Washington Conference, and the Premier announced yesterday that Sir John Salmond, a Supreme Court judge, had been selected. It is impossible for a Minister to attend, and the appointment of a delegate not possessing the status of a Minister has aroused some opposition. (733, 184, 948, 245)
page-number: 5 (1841, 27, 1852, 52)
article-paragraph: Mr. Lloyd George, writing to the Labor Committee, who are to meet him tomorrow, says he deeply regrets Labor's intention not to co-operate with financiers and employers in solving unemployment, adding that their attitude will not helpful in a crisis affecting all classes, and which cannot be solved without the effective partnership of all.—Aus.-N.Z. Cable Assn. (506, 1260, 722, 1332)
article-paragraph: Part 10 dealt with the marriage laws, and distinctly prohibited marriage between Chinamen and native women. Part 13 prohibited the production of intoxicating liquor in Samoa. Clause 363 provided for uniformity of time in Samoa and New Zealand. (960, 621, 1175, 672)
section-rule (534, 915, 694, 916)
article-paragraph: The Russian gunboat Batavia stopped the British steamer Gladys Doeller off Moroseo, Japan, as the steamer was departing, and demanded the surrender of 700 tons of provisions on board, consigned to the China Army, Kamchatka. The Gladys Doeller fled to the Muroran harbor, the gunboat following and firing, but failing to hit. The Japanese dispatched two gunboats to hold the Russian and investigate the affair. (53, 1251, 269, 1334)
article-paragraph: A high financial authority points out that so far from stabilising exchange the loan will have the opposite effect, because, calculating discount, interest, brokerage and other charges, besides the annual repayments at a premium, Queensland will return £250 for every £100 received. (506, 260, 722, 311)
article-paragraph: Mr. De Valera has issued a proclamation to the Irish people, saying:— (53, 888, 269, 908)
article-paragraph: Subsidies to keep down the cost of living were being stopped, and this released the cost by nearly £1,000,000. Already there had been sufficient savings to reduce expenditure from the Consolidated Fund by at least £1,500,000, and they were still carrying on. He had on his table the recommendations of the Economies Board. If the recommendations were given effect to—and he would have to obtain the authority of Parliament for some of them—it would reduce expenditure by another £2,000,000, and he believed it could be done without causing any very great hardship. (1186, 631, 1402, 744)
article-headline: FOR WASHINGTON. (769, 72, 912, 88)
article-paragraph: Against its debt the Government had practically £20,000,000 in money raised by taxation, which was interest bearing, some of it earning 4 per cent. Also there was a possibility of reparations, to which he had referred on several occasions, being repaid from Germany, but he could not guarantee its payment. He believed Germany was well able to pay it, but the British people were soft hearted, and he would not be surprised if there were propaganda started in a few years' time to secure a reduction. There was £26,000,000 owing from Germany, and its payment, according to the arrangement made, would be spread over a period of 35 years at £1,500,000 to £1,600,000 a year. (1186, 505, 1402, 628)
article-paragraph: The Prime Minister said he would not mind if his valuation trebled; he would not whine because he had the value there. (1186, 850, 1402, 880)
section-rule (81, 1359, 241, 1361)
dateline: Levin, Last Night. (1556, 1002, 1620, 1012)
article-subhead: PRACTICABLE ROUTE FOUND. (751, 827, 931, 840)
article-subhead: ANOTHER DEATH. (107, 1397, 215, 1409)
article-paragraph: The Prime Minister: "Then you have improved your farms." (1186, 1140, 1402, 1160)
section-rule (1441, 238, 1600, 239)
article-paragraph: Now that 12,500 kronen go to £1 any people with money are buying stocks before the money become valueless. Some are purchasing a year ahead, and many others are feverishly purchasing francs, marks and dollars in case the kronen should become worthless. Shopping has become a bewildering process, for prices may double or treble within a day. Many shops refuse to sell more than a certain amount of goods to one customer.—Aus.-N.Z. Cable Assn. (506, 1088, 722, 1171)
article-paragraph: The Legislative Council met at 2.30 p.m. A petition was presented from the Bishop of Waiapu, the Archdeacon of Hawke's Bay and Mr. E. Turner Williams, praying that section 7 of the Marriage Amendment Act, 1920, and section 4 of the Divorce and Matrimonial Causes Amendment Act, 1920, be repealed. (1413, 161, 1628, 223)
article-subhead: FIRED ON BY RUSSIAN. (93, 1214, 229, 1227)
article-paragraph: The chairman: I can't help that. I told you what the resolution was; the unanimous decision of the committee of which you are a member. We can't help it if you were not at the meetings. (1639, 1162, 1855, 1203)
advert-text: Rexona Soap stands for Purity, Cleanliness, Health and Beauty. By its use the texture of the skin is at once refined, and all disease-laden germs are washed away. A clean body invites health and beauty. Obtainable everywhere. (1413, 1300, 1628, 1334)
article-subhead: THE VIEW OF UNIONISTS. (312, 1315, 463, 1328)
dateline: Wellington, Last Night. (858, 258, 940, 268)
article-paragraph: Viscount Grey said Dominion partnership was equal partnership, with only one foreign policy. If this is the solution at which the Government aims it must have the consent of the other Dominions; it cannot bring a new partner to the Imperial Council board on the same terms as the other partners without the latter's goodwill. Britain and Ireland cannot secure naval defence for either island unless defence is under one authority. A particularist Ireland would never realise Irish aspirations. Any attempt to coerce Ulster was futile, as Ulster's aim must be won by the rest of Ireland.—Aus.-N.Z. Cable Assn. (53, 355, 269, 468)
news-column (53, 66, 269, 1988)
article-headline: HOUSE OF REPRESENTATIVES (1449, 246, 1592, 279)
received-time: Received Oct. 11, 8.5 p.m. (116, 172, 206, 181)
article-subhead: AMERICA AND JAPAN. (323, 102, 452, 115)
article-paragraph: The following resolution, as a recommendation from the sub-committee, was then moved by Mr. Carter: That we join up with the Employers' Association and become individual members of the same, and that all matters affecting the retail trade be under the management of a special retailers' committee, and that such committee be representative of all retail trades in New Plymouth. (1639, 470, 1855, 542)
dateline: London, Oct. 10. (881, 854, 940, 864)
article-paragraph: The health authorities decided to remove the patients to the Palmerston Hospital, and it was found necessary to call police aid. Five constables proceeded to the pa this morning, and seven patients were removed without trouble, but the parents of two others set up determined and successful opposition. A temporary hospital has been provided for cases too serious to remove, and also for new cases. There was one new case to-day. (1413, 1036, 1628, 1118)
dateline: Tokio, Oct. 10. (434, 1160, 487, 1170)
dateline: London, Oct. 10. (654, 1013, 714, 1023)
article-paragraph: In the course of a statement to the House to-day, Mr. Massey said the subject of the representation of New Zealand at the Washington Disarmament Conference had been under serious consideration by Cabinet. It had been thought that Sir Francis Bell might go, and no one could have represented New Zealand more worthily. Sir Francis had, however, stated definitely that he would not leave his colleagues at the present juncture. He had been in charge of the preparation of most of the legislation to be submitted to Parliament this session, and it was impossible for Sir Francis to be absent while Parliament was sitting. Cabinet had also decided that under the present circumstances no Minister could go to Washington; on that point they were agreed. (733, 303, 948, 437)
column-rule (727, 66, 728, 1988)
article-subhead: THE AMALGAMATION. (1680, 454, 1814, 466)
dateline: Wellington, Last Night. (1084, 172, 1167, 182)
article-paragraph: Mr. Polson: "But where has it gone?" The Prime Minister: "I don't know; they got it." (1186, 1093, 1402, 1114)
article-paragraph: Sir John Salmond has been selected by Cabinet to represent New Zealand at the Disarmament Conference in Washington. (733, 269, 948, 300)
article-subhead: APPEAL TO STAND FAST. (89, 826, 233, 839)
article-subhead: NOT REGARDED SERIOUSLY (304, 1293, 471, 1306)
section-rule (761, 790, 921, 791)
telegraph-credit: By Telegraph—Press Assn.—Copyright. (97, 1435, 225, 1444)
dateline: Washington, Oct. 10. (640, 839, 714, 849)
article-paragraph: At this stage the chairman ruled the half-holiday question out of order. In reply to the other statement by Mr. Austin, he said there was nothing unconstitutional about the proceedings, as the committee were asked to make a report, and consequently were putting the recommendation before the meeting. (1639, 782, 1855, 843)
column-rule (1634, 66, 1635, 1988)
article-paragraph: Mr. Theodore stated that it was a straight-out dollar loan, interest and sinking fund being on a dollar basis. Thus Queensland will get the benefit of an inevitable improvement in the rate of the dollar exchange over a period of twenty years.—Aus.-N.Z. Cable Assn. (506, 728, 722, 780)
telegraph-credit: By Telegraph—Press Association. (1013, 162, 1121, 171)
article-paragraph: A meeting of retailers held in New Plymouth recently set up a sub-committee to gather information in reference to the working of a retailers' association, and a further meeting called for last night adopted a recommendation that retailers should join up with the Employers' Association. The proposal evoked a good deal of discussion. There was an attendance of about thirty, Mr. C. Carter being voted to the chair. (1639, 153, 1855, 225)
news-column (733, 66, 948, 1988)
article-paragraph: Replying to Mr. J. Craigie (Timaru), Mr. Massey said he would consider the suggestion to set up a committee of the House to go into the question of the Bank of New Zealand. At the same time he thought there was not the same necessity for this investigation now as formerly. By the banking legislation of last session, the position of the country had greatly improved, and we now own a third of the bank instead of a seventh previously, and in revenue we derived from the bank some £600,000 per year in taxation and dividends. He would not object to publicity in connection with the bank, and he would consider the suggestion that a committee should be set up, though he hardly thought it necessary. (1413, 443, 1628, 577)
article-paragraph: Mr. C. H. Wynyard said the master had never been dealt with by the association owing to the diversity of views among members. (1639, 1250, 1855, 1280)
received-time: Received Oct. 11, 5.5 p.m. (570, 1237, 659, 1246)
article-paragraph: Part 1 of the Bill provided for the administration of Samoa by the appointment of an Administrator and the public service, the members of the public service to be as far as possible selected from the public service in New Zealand. They would return to the public service here after spending a term in Samoa, an arrangement which, he thought, had many advantages. Clause 25 provided for the setting up of a Public Health Department—one of the most important features of the government scheme. (960, 227, 1175, 319)
article-paragraph: The latest advices from the Mount Everest expedition state that the route to the summit by the north-east has been found practicable. Six members of the expedition, with 20 coolies, camped in the head of the Kharta Valley at an altitude of 22,500 feet. (733, 865, 948, 916)
article-subhead: PLENTY OF MONEY. (556, 789, 673, 802)
dateline: London, Oct. 11. (202, 184, 261, 194)
dateline: London, Oct. 10. (428, 184, 487, 194)
article-subhead: POSITION OF THE PRODUCERS. (1201, 1375, 1386, 1388)
telegraph-credit: By Telegraph—Press Assn.—Copyright. (551, 1389, 678, 1398)
article-paragraph: A member: "Yes, land tax." (1196, 801, 1291, 811)
article-paragraph: It is learned in official quarters that, when the Irish Conference meets, the British Government representatives will probably demand from the Sinn Fein representatives an undertaking that the truce will be more strictly observed while negotiations are in progress. (53, 744, 269, 795)
article-paragraph: Mr. J. Nesey expressed the opinion that by the bulk of the retailers the half-holiday was the whole question at issue. He asked what was the policy of the Employers' Association in respect to this matter. (1639, 1206, 1855, 1247)
telegraph-credit: By Telegraph—Press Assn.—Copyright. (551, 990, 678, 999)
received-time: Received Oct. 12, 1.10 p.m. (341, 824, 434, 834)
article-paragraph: Mr. Massey, in the course of his reply, indicated that he was aware of what was going on, and he believed the reason given by Mr. Hanan was correct, and he was keeping a careful watch upon it. (1413, 763, 1628, 804)
article-paragraph: Three members of the party ascended the col connecting Everest with the north peak to 23,000 feet and found the route possible, but were driven back by a furious gale lasting four days. They are awaiting favorable weather for the final climb. (733, 919, 948, 970)
dateline: London, Oct. 10. (201, 550, 261, 560)
article-paragraph: The Morning Post says it is surprising that Queensland's borrowing should be so directly officially when the issuers are actually offering bonds for subscription. Equally curious is the claim that the loan is issued on a dollar basis in order to obtain an advantage in exchange, as the Government will convert the loan to pounds sterling. The loan will cost the borrowers £7 2s per cent. and must be paid in dollars, whatever their price. The only possible advantage will be that derived from the recovery of American exchange, which will reduce the annual interest and lessen the cost of repayment. It is equally possible that the exchange may fall. No British colony has yet paid seven per cent. for a loan from Britain. Meanwhile the firmness of American exchange is a disadvantage to Queensland as regards meeting her London liabilities. (506, 314, 722, 468)
article-paragraph: A member: "But can you realise." (1196, 883, 1314, 893)
article-subhead: OPPOSITION TO APPOINTMENT. (747, 146, 935, 158)
article-subhead: SOURCES OF REVENUE. (1224, 488, 1363, 501)
article-paragraph: The Daily Express, continuing its discussion on the Pacific problem, points out that if there is any question of any issue between the United States and Japan, Britain will be accused of using American money to build battleships against the United States. (280, 195, 495, 247)
dateline: Melbourne, Oct. 11. (644, 528, 714, 538)
article-subhead: PATIENTS SENT TO HOSPITAL. (1431, 976, 1609, 988)
received-time: Received Oct. 12, 1.10 a.m. (341, 546, 434, 556)
article-paragraph: The British Consul at Hakodate reported the matter to the Embassy in Tokio, which is investigating. (53, 1336, 269, 1357)
article-subhead: UNFAVORABLE TERMS. (546, 146, 683, 158)
article-paragraph: As soon as possible it was intended to greatly extend the medical services throughout the islands. Everyone knew the difficulty under which the community suffered because of hookworm. This was a trouble easily got rid of if Samoans could be induced to adopt sanitary habits, but that would take time. New Zealand's object was to administer the country in the interests of the natives, and that, he thought, we were doing, and the only reason we could suggest why traders did not meet him when he was there and place before him concrete grievances was that they could only deal in general and not concrete cases. (960, 791, 1175, 904)
received-time: Received Oct. 11, 8.5 p.m. (116, 538, 206, 547)
received-time: Received Oct. 11, 8.5 p.m. (343, 1147, 432, 1157)
dateline: Wellington, Last Night. (1311, 1413, 1394, 1423)
telegraph-credit: (By Wire—Parliamentary Reporter.) (1236, 237, 1351, 245)
article-headline: UNEMPLOYMENT PROBLEM. (509, 1181, 719, 1197)
article-subhead: QUESTION OF ROYAL SHOW. (1437, 292, 1604, 305)
dateline: Melbourne, Oct. 11. (644, 629, 714, 639)
article-subhead: DIFFICULTIES STRESSED. (86, 146, 236, 158)
article-paragraph: The Vienna correspondent of the Daily Chronicle states that the financial panic has been renewed. Customers are now storming the shops in Vienna; they are withdrawing money and buying food wildly, under a fear that the shops may run out of provisions through inability to replenish their stocks. (506, 1024, 722, 1085)
masthead-rule (48, 60, 1860, 62)
